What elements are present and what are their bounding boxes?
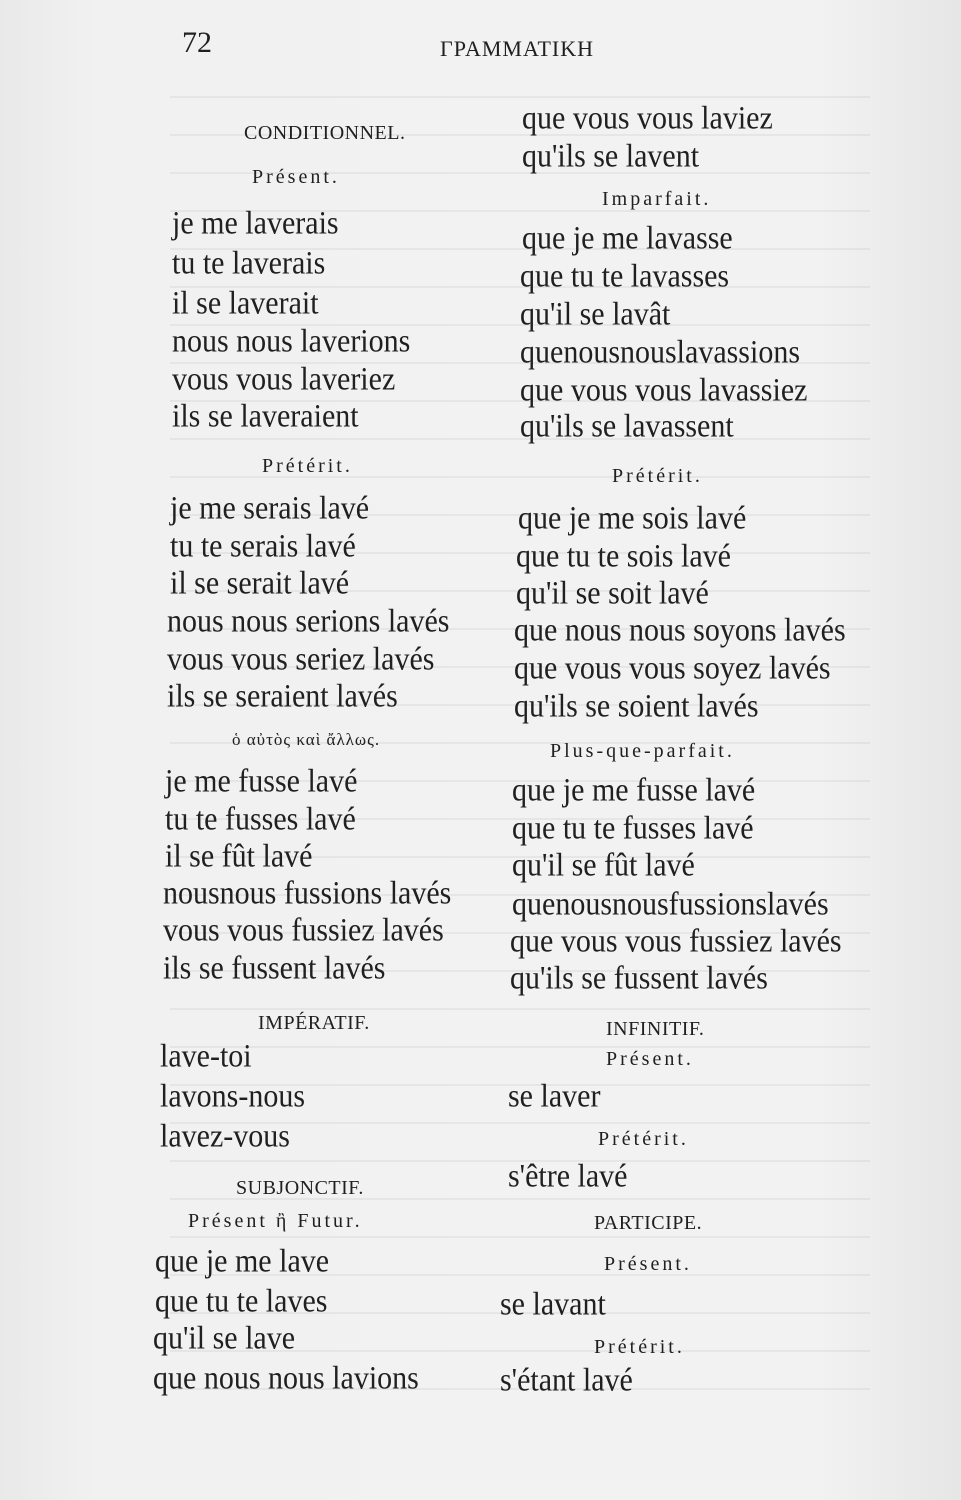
participe-present-value: se lavant [500,1285,606,1323]
imparfait-line: qu'il se lavât [520,295,671,333]
subjonctif-present-cont-line: qu'ils se lavent [522,137,700,175]
conditionnel-preterit-line: je me serais lavé [170,489,370,527]
conditionnel-preterit-line: vous vous seriez lavés [167,640,435,678]
subjonctif-preterit-line: que je me sois lavé [518,499,747,537]
infinitif-present-label: Présent. [606,1048,694,1070]
imparfait-line: que tu te lavasses [520,257,730,295]
imperatif-line: lave-toi [160,1037,252,1075]
imperatif-line: lavons-nous [160,1077,305,1115]
imperatif-line: lavez-vous [160,1117,290,1155]
subjonctif-preterit-line: que nous nous soyons lavés [514,611,846,649]
conditionnel-alt-line: il se fût lavé [165,837,313,875]
subjonctif-preterit-line: qu'il se soit lavé [516,574,709,612]
conditionnel-present-line: ils se laveraient [172,397,359,435]
infinitif-preterit-value: s'être lavé [508,1157,628,1195]
participe-heading: PARTICIPE. [594,1212,703,1234]
plus-que-parfait-line: que vous vous fussiez lavés [510,922,842,960]
subjonctif-heading: SUBJONCTIF. [236,1177,364,1199]
conditionnel-alt-line: nousnous fussions lavés [163,874,452,912]
participe-preterit-label: Prétérit. [594,1336,685,1358]
imperatif-heading: IMPÉRATIF. [258,1012,370,1034]
plus-que-parfait-line: que tu te fusses lavé [512,809,754,847]
conditionnel-preterit-label: Prétérit. [262,455,353,477]
subjonctif-present-cont-line: que vous vous laviez [522,99,773,137]
subjonctif-preterit-line: que tu te sois lavé [516,537,731,575]
imparfait-line: qu'ils se lavassent [520,407,734,445]
imparfait-line: quenousnouslavassions [520,333,800,371]
conditionnel-present-line: tu te laverais [172,244,326,282]
conditionnel-heading: CONDITIONNEL. [244,122,406,144]
conditionnel-preterit-line: nous nous serions lavés [167,602,450,640]
infinitif-preterit-label: Prétérit. [598,1128,689,1150]
conditionnel-present-line: il se laverait [172,284,319,322]
plus-que-parfait-label: Plus-que-parfait. [550,740,735,762]
participe-present-label: Présent. [604,1253,692,1275]
conditionnel-alt-line: je me fusse lavé [165,762,358,800]
conditionnel-present-line: je me laverais [172,204,339,242]
running-title: ΓΡΑΜΜΑΤΙΚΗ [440,36,594,61]
plus-que-parfait-line: que je me fusse lavé [512,771,756,809]
participe-preterit-value: s'étant lavé [500,1361,633,1399]
subjonctif-line: qu'il se lave [153,1319,296,1357]
subjonctif-line: que je me lave [155,1242,330,1280]
plus-que-parfait-line: quenousnousfussionslavés [512,885,829,923]
conditionnel-present-line: nous nous laverions [172,322,411,360]
subjonctif-line: que tu te laves [155,1282,328,1320]
greek-alt-label: ὁ αὐτὸς καὶ ἄλλως. [232,730,381,749]
conditionnel-preterit-line: ils se seraient lavés [167,677,398,715]
plus-que-parfait-line: qu'ils se fussent lavés [510,959,768,997]
conditionnel-alt-line: ils se fussent lavés [163,949,386,987]
conditionnel-alt-line: vous vous fussiez lavés [163,911,444,949]
conditionnel-preterit-line: tu te serais lavé [170,527,356,565]
imparfait-line: que je me lavasse [522,219,733,257]
infinitif-present-value: se laver [508,1077,601,1115]
plus-que-parfait-line: qu'il se fût lavé [512,846,695,884]
subjonctif-preterit-label: Prétérit. [612,465,703,487]
subjonctif-preterit-line: qu'ils se soient lavés [514,687,759,725]
conditionnel-alt-line: tu te fusses lavé [165,800,356,838]
conditionnel-present-line: vous vous laveriez [172,360,396,398]
imparfait-line: que vous vous lavassiez [520,371,808,409]
subjonctif-line: que nous nous lavions [153,1359,419,1397]
conditionnel-preterit-line: il se serait lavé [170,564,350,602]
subjonctif-present-label: Présent ἢ Futur. [188,1210,363,1232]
imparfait-label: Imparfait. [602,188,712,210]
page-number: 72 [182,26,212,59]
subjonctif-preterit-line: que vous vous soyez lavés [514,649,831,687]
conditionnel-present-label: Présent. [252,166,340,188]
infinitif-heading: INFINITIF. [606,1018,705,1040]
